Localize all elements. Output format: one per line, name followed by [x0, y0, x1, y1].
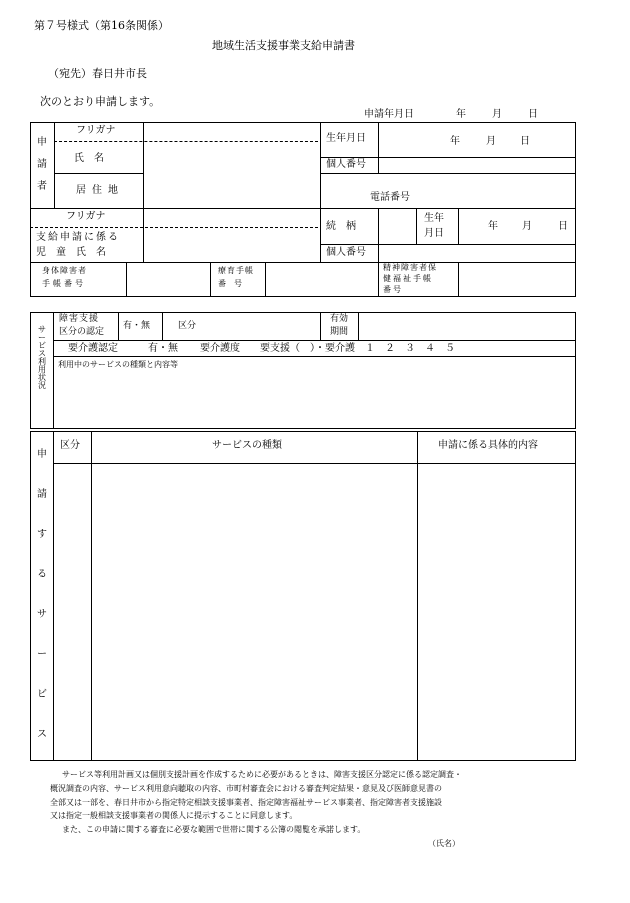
applicant-name-label: 氏 名: [74, 153, 104, 164]
intro-text: 次のとおり申請します。: [40, 95, 161, 108]
applicant-birth-day: 日: [520, 136, 530, 147]
support-cert-label-1: 障害支援: [59, 314, 100, 324]
col-category-header: 区分: [60, 440, 80, 451]
child-name-label-2: 児 童 氏 名: [36, 247, 106, 258]
signature-label: （氏名）: [428, 839, 460, 848]
application-date-label: 申請年月日: [364, 109, 414, 120]
service-status-section-label: サ ー ビ ス 利 用 状 況: [38, 325, 46, 390]
mental-handbook-label-1: 精神障害者保: [383, 263, 437, 272]
col-service-type-header: サービスの種類: [212, 440, 282, 451]
child-birth-month: 月: [522, 221, 532, 232]
physical-handbook-label-1: 身体障害者: [42, 266, 87, 275]
current-services-label: 利用中のサービスの種類と内容等: [58, 360, 178, 369]
child-birth-day: 日: [558, 221, 568, 232]
child-birth-label-2: 月日: [424, 228, 444, 239]
applicant-birth-year: 年: [450, 136, 460, 147]
applicant-furigana-label: フリガナ: [76, 125, 116, 136]
support-cert-label-2: 区分の認定: [59, 327, 105, 337]
support-cert-yes-no: 有・無: [123, 321, 151, 331]
form-number: 第７号様式（第16条関係）: [34, 19, 169, 32]
child-name-label-1: 支給申請に係る: [36, 232, 120, 243]
child-furigana-label: フリガナ: [66, 211, 106, 222]
addressee: （宛先）春日井市長: [48, 67, 147, 80]
child-personal-number-label: 個人番号: [326, 247, 366, 258]
mental-handbook-label-2: 健福祉手帳: [383, 274, 433, 283]
valid-period-label-1: 有効: [330, 314, 349, 324]
applicant-birthdate-label: 生年月日: [326, 133, 366, 144]
applicant-section-label: 申 請 者: [37, 137, 47, 192]
consent-line-1: サービス等利用計画又は個別支援計画を作成するために必要があるときは、障害支援区分認定に係る認定調査・: [62, 770, 462, 779]
rehab-handbook-label-2: 番 号: [218, 279, 242, 288]
child-birth-label-1: 生年: [424, 213, 444, 224]
consent-line-3: 全部又は一部を、春日井市から指定特定相談支援事業者、指定障害福祉サービス事業者、指定障害者支援施設: [50, 798, 442, 807]
care-cert-yes-no: 有・無: [148, 343, 178, 354]
child-birth-year: 年: [488, 221, 498, 232]
consent-line-5: また、この申請に関する審査に必要な範囲で世帯に関する公簿の閲覧を承諾します。: [62, 825, 366, 834]
physical-handbook-label-2: 手帳番号: [42, 279, 86, 288]
support-category-label: 区分: [178, 321, 197, 331]
applicant-phone-label: 電話番号: [370, 192, 410, 203]
consent-line-2: 概況調査の内容、サービス利用意向聴取の内容、市町村審査会における審査判定結果・意見及び医師意見書の: [50, 784, 442, 793]
mental-handbook-label-3: 番号: [383, 285, 403, 294]
rehab-handbook-label-1: 療育手帳: [218, 266, 254, 275]
care-levels-options: 要支援（ ）・要介護 １ ２ ３ ４ ５: [260, 343, 455, 354]
application-year: 年: [456, 109, 466, 120]
col-detail-header: 申請に係る具体的内容: [438, 440, 538, 451]
applicant-personal-number-label: 個人番号: [326, 159, 366, 170]
valid-period-label-2: 期間: [330, 327, 349, 337]
form-title: 地域生活支援事業支給申請書: [212, 39, 355, 52]
care-level-label: 要介護度: [200, 343, 240, 354]
requested-services-section-label: 申 請 す る サ ー ビ ス: [37, 449, 47, 740]
application-month: 月: [492, 109, 502, 120]
care-cert-label: 要介護認定: [68, 343, 118, 354]
child-relation-label: 続 柄: [326, 221, 356, 232]
applicant-address-label: 居住地: [76, 185, 124, 196]
application-day: 日: [528, 109, 538, 120]
applicant-birth-month: 月: [486, 136, 496, 147]
consent-line-4: 又は指定一般相談支援事業者の関係人に提示することに同意します。: [50, 811, 298, 820]
